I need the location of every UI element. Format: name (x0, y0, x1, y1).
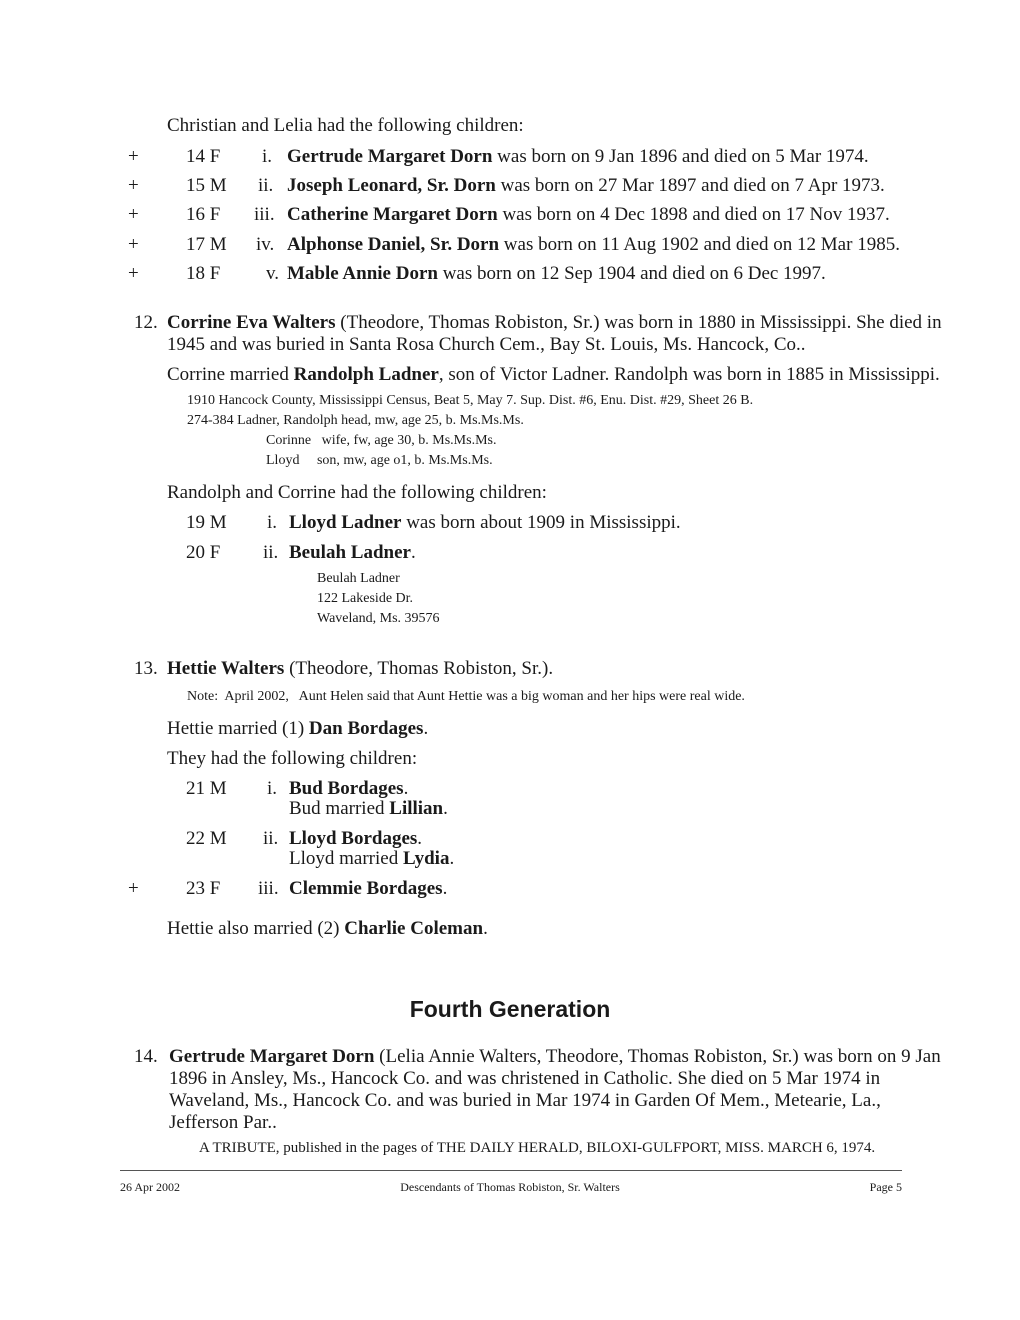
child-roman: i. (267, 512, 278, 533)
plus-marker: + (128, 878, 139, 899)
child-entry: Clemmie Bordages. (289, 878, 448, 899)
child-text: was born about 1909 in Mississippi. (401, 512, 681, 533)
child-number: 14 F (186, 146, 221, 167)
child-name: Mable Annie Dorn (287, 263, 438, 284)
child-roman: ii. (258, 175, 274, 196)
child-roman: i. (262, 146, 273, 167)
person-name: Corrine Eva Walters (167, 312, 336, 333)
entry-number: 14. (134, 1046, 158, 1067)
child-entry: Bud Bordages. (289, 778, 409, 799)
marriage-line (167, 364, 940, 386)
child-name: Gertrude Margaret Dorn (287, 146, 493, 167)
entry-line: Jefferson Par.. (169, 1112, 277, 1133)
address-line: 122 Lakeside Dr. (317, 591, 414, 606)
spouse-name: Charlie Coleman (344, 918, 484, 939)
spouse-name: Dan Bordages (308, 718, 424, 739)
child-name: Catherine Margaret Dorn (287, 204, 498, 225)
child-marriage: Lloyd married Lydia. (289, 848, 455, 869)
entry-line: 1896 in Ansley, Ms., Hancock Co. and was christened in Catholic. She died on 5 Mar 1974 in (169, 1068, 881, 1089)
child-entry (289, 542, 416, 564)
child-entry (287, 146, 869, 168)
entry-text: (Theodore, Thomas Robiston, Sr.) was born in 1880 in Mississippi. She died in (335, 312, 942, 333)
child-entry (287, 204, 890, 226)
census-line: Lloyd son, mw, age o1, b. Ms.Ms.Ms. (266, 453, 493, 468)
child-number: 21 M (186, 778, 227, 799)
entry-text: (Theodore, Thomas Robiston, Sr.). (284, 658, 554, 679)
child-text: . (410, 542, 416, 563)
child-roman: iv. (256, 234, 275, 255)
plus-marker: + (128, 146, 139, 167)
entry-line (169, 1046, 941, 1068)
child-text: was born on 9 Jan 1896 and died on 5 Mar 1974. (492, 146, 869, 167)
address-line: Beulah Ladner (317, 571, 400, 586)
child-number: 23 F (186, 878, 221, 899)
entry-number: 13. (134, 658, 158, 679)
marriage-line: Hettie also married (2) Charlie Coleman. (167, 918, 488, 939)
footer-date: 26 Apr 2002 (120, 1180, 180, 1194)
child-number: 19 M (186, 512, 227, 533)
census-line: 1910 Hancock County, Mississippi Census, Beat 5, May 7. Sup. Dist. #6, Enu. Dist. #29, Sheet 26 B. (187, 393, 754, 408)
children-intro: Christian and Lelia had the following children: (167, 115, 524, 136)
marriage-text: , son of Victor Ladner. Randolph was born in 1885 in Mississippi. (438, 364, 940, 385)
entry-number: 12. (134, 312, 158, 333)
entry-line (167, 658, 553, 680)
marriage-text: Corrine married (167, 364, 294, 385)
child-text: was born on 27 Mar 1897 and died on 7 Apr 1973. (495, 175, 885, 196)
plus-marker: + (128, 175, 139, 196)
child-name: Clemmie Bordages (289, 878, 443, 899)
marriage-text: Bud married (289, 798, 390, 819)
child-roman: ii. (263, 828, 279, 849)
child-name: Beulah Ladner (289, 542, 411, 563)
child-name: Bud Bordages (289, 778, 404, 799)
child-entry: Lloyd Bordages. (289, 828, 423, 849)
child-name: Lloyd Ladner (289, 512, 402, 533)
spouse-name: Lydia (402, 848, 450, 869)
tribute-line: A TRIBUTE, published in the pages of THE DAILY HERALD, BILOXI-GULFPORT, MISS. MARCH 6, 1974. (199, 1140, 876, 1156)
footer-divider (120, 1170, 902, 1171)
child-name: Alphonse Daniel, Sr. Dorn (287, 234, 500, 255)
spouse-name: Randolph Ladner (293, 364, 439, 385)
plus-marker: + (128, 204, 139, 225)
child-roman: ii. (263, 542, 279, 563)
child-name: Joseph Leonard, Sr. Dorn (287, 175, 496, 196)
children-intro: They had the following children: (167, 748, 418, 769)
footer-title: Descendants of Thomas Robiston, Sr. Walters (400, 1180, 620, 1194)
plus-marker: + (128, 234, 139, 255)
child-roman: v. (266, 263, 280, 284)
children-intro: Randolph and Corrine had the following children: (167, 482, 547, 503)
child-entry (289, 512, 681, 534)
child-entry (287, 175, 885, 197)
marriage-text: Hettie also married (2) (167, 918, 345, 939)
marriage-text: Lloyd married (289, 848, 403, 869)
plus-marker: + (128, 263, 139, 284)
child-marriage: Bud married Lillian. (289, 798, 448, 819)
child-number: 17 M (186, 234, 227, 255)
address-line: Waveland, Ms. 39576 (317, 611, 440, 626)
child-entry (287, 263, 826, 285)
marriage-line: Hettie married (1) Dan Bordages. (167, 718, 429, 739)
entry-line (167, 312, 942, 334)
entry-line: 1945 and was buried in Santa Rosa Church Cem., Bay St. Louis, Ms. Hancock, Co.. (167, 334, 806, 355)
child-roman: iii. (254, 204, 275, 225)
child-number: 15 M (186, 175, 227, 196)
child-number: 20 F (186, 542, 221, 563)
child-roman: i. (267, 778, 278, 799)
census-line: 274-384 Ladner, Randolph head, mw, age 25, b. Ms.Ms.Ms. (187, 413, 524, 428)
marriage-text: Hettie married (1) (167, 718, 309, 739)
child-text: was born on 4 Dec 1898 and died on 17 Nov 1937. (497, 204, 890, 225)
census-line: Corinne wife, fw, age 30, b. Ms.Ms.Ms. (266, 433, 497, 448)
note-line: Note: April 2002, Aunt Helen said that Aunt Hettie was a big woman and her hips were real wide. (187, 689, 745, 704)
child-text: was born on 11 Aug 1902 and died on 12 Mar 1985. (499, 234, 900, 255)
person-name: Hettie Walters (167, 658, 285, 679)
child-text: was born on 12 Sep 1904 and died on 6 Dec 1997. (437, 263, 826, 284)
child-number: 18 F (186, 263, 221, 284)
child-roman: iii. (258, 878, 279, 899)
person-name: Gertrude Margaret Dorn (169, 1046, 375, 1067)
child-number: 16 F (186, 204, 221, 225)
child-entry (287, 234, 900, 256)
child-name: Lloyd Bordages (289, 828, 418, 849)
child-number: 22 M (186, 828, 227, 849)
section-heading: Fourth Generation (409, 996, 611, 1022)
entry-text: (Lelia Annie Walters, Theodore, Thomas Robiston, Sr.) was born on 9 Jan (374, 1046, 941, 1067)
spouse-name: Lillian (389, 798, 444, 819)
footer-page: Page 5 (869, 1180, 902, 1194)
entry-line: Waveland, Ms., Hancock Co. and was buried in Mar 1974 in Garden Of Mem., Metearie, La., (169, 1090, 881, 1111)
